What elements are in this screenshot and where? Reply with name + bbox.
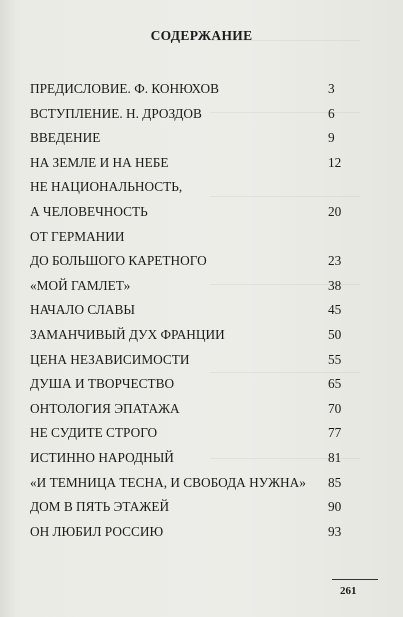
toc-entry — [30, 249, 360, 274]
toc-entry — [30, 102, 360, 127]
toc-entry-title: ПРЕДИСЛОВИЕ. Ф. КОНЮХОВ — [30, 81, 219, 96]
toc-entry-title: ЗАМАНЧИВЫЙ ДУХ ФРАНЦИИ — [30, 326, 225, 342]
toc-entry — [30, 175, 360, 200]
toc-entry-title: НЕ СУДИТЕ СТРОГО — [30, 425, 158, 441]
toc-entry — [30, 421, 360, 446]
toc-entry-page: 65 — [328, 376, 342, 392]
toc-entry — [30, 372, 360, 397]
toc-entry — [30, 471, 360, 496]
toc-entry-page: 12 — [328, 154, 342, 170]
toc-entry-title: ВВЕДЕНИЕ — [30, 130, 101, 146]
toc-entry — [30, 323, 360, 348]
page-number: 261 — [340, 585, 357, 597]
toc-entry — [30, 495, 360, 520]
toc-entry-title: А ЧЕЛОВЕЧНОСТЬ — [30, 203, 148, 219]
toc-entry-page: 9 — [328, 130, 335, 146]
toc-entry-page: 45 — [328, 302, 342, 318]
toc-entry-title: НАЧАЛО СЛАВЫ — [30, 302, 135, 318]
toc-entry — [30, 274, 360, 299]
toc-entry — [30, 520, 360, 545]
toc-entry-page: 81 — [328, 449, 342, 465]
toc-entry — [30, 225, 360, 250]
toc-entry — [30, 77, 360, 102]
page-title: СОДЕРЖАНИЕ — [150, 28, 253, 43]
toc-entry-page: 50 — [328, 326, 342, 342]
toc-entry-title: ОТ ГЕРМАНИИ — [30, 228, 125, 244]
toc-entry — [30, 151, 360, 176]
toc-entry — [30, 126, 360, 151]
toc-entry-page: 20 — [328, 203, 342, 219]
toc-entry-page: 3 — [328, 81, 335, 96]
toc-entry-title: НА ЗЕМЛЕ И НА НЕБЕ — [30, 154, 169, 170]
toc-entry-page: 85 — [328, 474, 342, 490]
toc-entry-page: 6 — [328, 105, 335, 121]
table-of-contents — [30, 77, 360, 544]
toc-entry-title: НЕ НАЦИОНАЛЬНОСТЬ, — [30, 179, 183, 195]
toc-entry-title: ЦЕНА НЕЗАВИСИМОСТИ — [30, 351, 190, 367]
toc-entry — [30, 397, 360, 422]
toc-entry-page: 55 — [328, 351, 342, 367]
toc-entry-page: 77 — [328, 425, 342, 441]
toc-entry-title: ДУША И ТВОРЧЕСТВО — [30, 376, 175, 392]
toc-entry-title: «И ТЕМНИЦА ТЕСНА, И СВОБОДА НУЖНА» — [30, 474, 306, 490]
toc-entry-title: ДОМ В ПЯТЬ ЭТАЖЕЙ — [30, 499, 170, 515]
toc-entry-page: 38 — [328, 277, 342, 293]
toc-entry-page: 93 — [328, 523, 342, 539]
toc-entry-title: ИСТИННО НАРОДНЫЙ — [30, 449, 174, 465]
toc-entry-title: ОН ЛЮБИЛ РОССИЮ — [30, 523, 164, 539]
toc-entry — [30, 348, 360, 373]
toc-entry — [30, 446, 360, 471]
toc-entry — [30, 298, 360, 323]
toc-entry-title: ВСТУПЛЕНИЕ. Н. ДРОЗДОВ — [30, 105, 202, 121]
toc-entry-title: ДО БОЛЬШОГО КАРЕТНОГО — [30, 253, 207, 269]
toc-entry-title: «МОЙ ГАМЛЕТ» — [30, 277, 131, 293]
toc-entry-page: 70 — [328, 400, 342, 416]
footer-rule — [332, 579, 378, 580]
toc-entry-title: ОНТОЛОГИЯ ЭПАТАЖА — [30, 400, 180, 416]
toc-entry-page: 90 — [328, 499, 342, 515]
toc-entry-page: 23 — [328, 253, 342, 269]
toc-entry — [30, 200, 360, 225]
